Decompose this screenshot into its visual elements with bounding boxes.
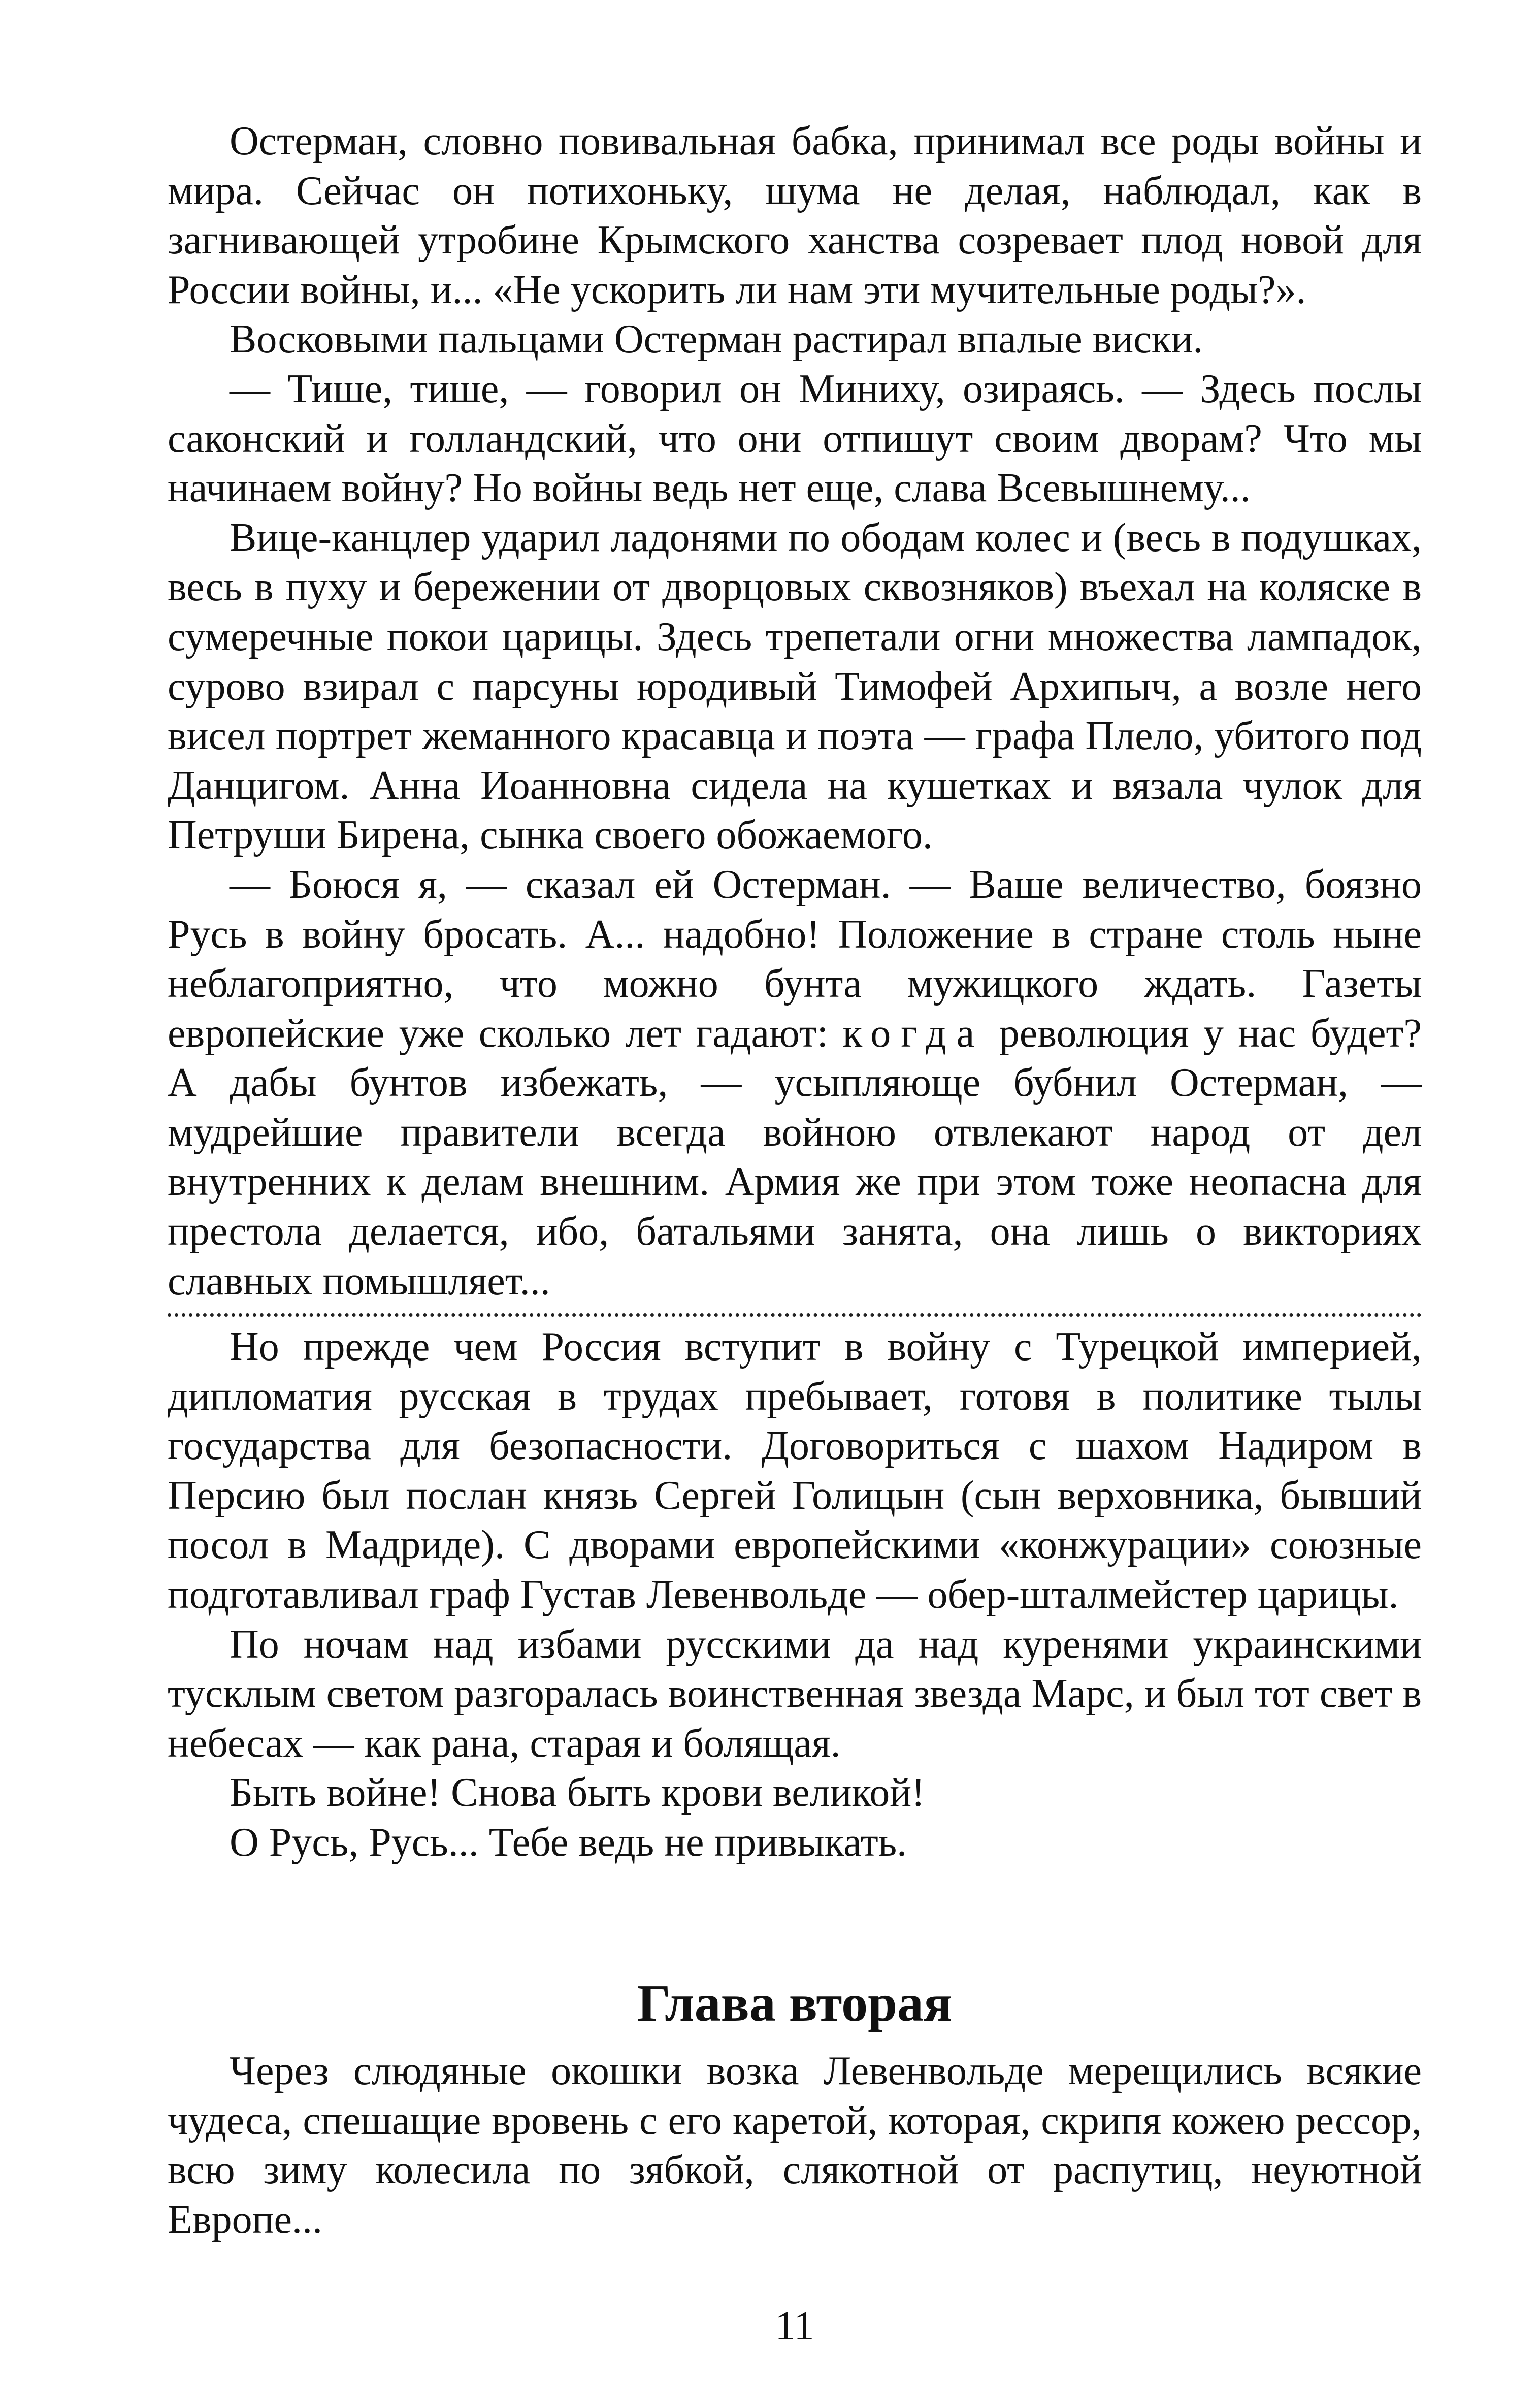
paragraph-text-part: революция у нас будет? А дабы бунтов избежать, — усыпляюще бубнил Остерман, — мудрейшие правители всегда войною отвлекают народ от дел внутренних к делам внешним. Армия же при этом тоже неопасна для престола делается, ибо, батальями занята, она лишь о викториях славных помышляет... bbox=[168, 1011, 1422, 1304]
paragraph: Вице-канцлер ударил ладонями по ободам колес и (весь в подушках, весь в пуху и бережении от дворцовых сквозняков) въехал на коляске в сумеречные покои царицы. Здесь трепетали огни множества лампадок, сурово взирал с парсуны юродивый Тимофей Архипыч, а возле него висел портрет жеманного красавца и поэта — графа Плело, убитого под Данцигом. Анна Иоанновна сидела на кушетках и вязала чулок для Петруши Бирена, сынка своего обожаемого. bbox=[168, 515, 1422, 858]
paragraph: Быть войне! Снова быть крови великой! bbox=[230, 1770, 925, 1816]
text-section-middle bbox=[168, 1322, 1422, 1868]
paragraph-with-emphasis bbox=[168, 860, 1422, 1306]
paragraph: — Тише, тише, — говорил он Миниху, озираясь. — Здесь послы саконский и голландский, что они отпишут своим дворам? Что мы начинаем войну? Но войны ведь нет еще, слава Всевышнему... bbox=[168, 366, 1422, 511]
text-section-top bbox=[168, 117, 1422, 1306]
paragraph: Через слюдяные окошки возка Левенвольде мерещились всякие чудеса, спешащие вровень с его каретой, которая, скрипя кожею рессор, всю зиму колесила по зябкой, слякотной от распутиц, неуютной Европе... bbox=[168, 2049, 1422, 2242]
spaced-emphasis-word: когда bbox=[842, 1011, 985, 1056]
paragraph: По ночам над избами русскими да над куренями украинскими тусклым светом разгоралась воинственная звезда Марс, и был тот свет в небесах — как рана, старая и болящая. bbox=[168, 1622, 1422, 1766]
page-number: 11 bbox=[775, 2304, 814, 2348]
paragraph: Остерман, словно повивальная бабка, принимал все роды войны и мира. Сейчас он потихоньку, шума не делая, наблюдал, как в загнивающей утробине Крымского ханства созревает плод новой для России войны, и... «Не ускорить ли нам эти мучительные роды?». bbox=[168, 119, 1422, 312]
paragraph: Восковыми пальцами Остерман растирал впалые виски. bbox=[230, 317, 1203, 362]
paragraph: Но прежде чем Россия вступит в войну с Турецкой империей, дипломатия русская в трудах пребывает, готовя в политике тылы государства для безопасности. Договориться с шахом Надиром в Персию был послан князь Сергей Голицын (сын верховника, бывший посол в Мадриде). С дворами европейскими «конжурации» союзные подготавливал граф Густав Левенвольде — обер-шталмейстер царицы. bbox=[168, 1324, 1422, 1617]
paragraph-text-part: — Боюся я, — сказал ей Остерман. — Ваше величество, боязно Русь в войну бросать. А... надобно! Положение в стране столь ныне неблагоприятно, что можно бунта мужицкого ждать. Газеты европейские уже сколько лет гадают: bbox=[168, 862, 1422, 1056]
dotted-section-divider bbox=[168, 1313, 1422, 1317]
paragraph: О Русь, Русь... Тебе ведь не привыкать. bbox=[230, 1820, 907, 1865]
chapter-title: Глава вторая bbox=[637, 1974, 953, 2032]
text-section-bottom bbox=[168, 2047, 1422, 2245]
